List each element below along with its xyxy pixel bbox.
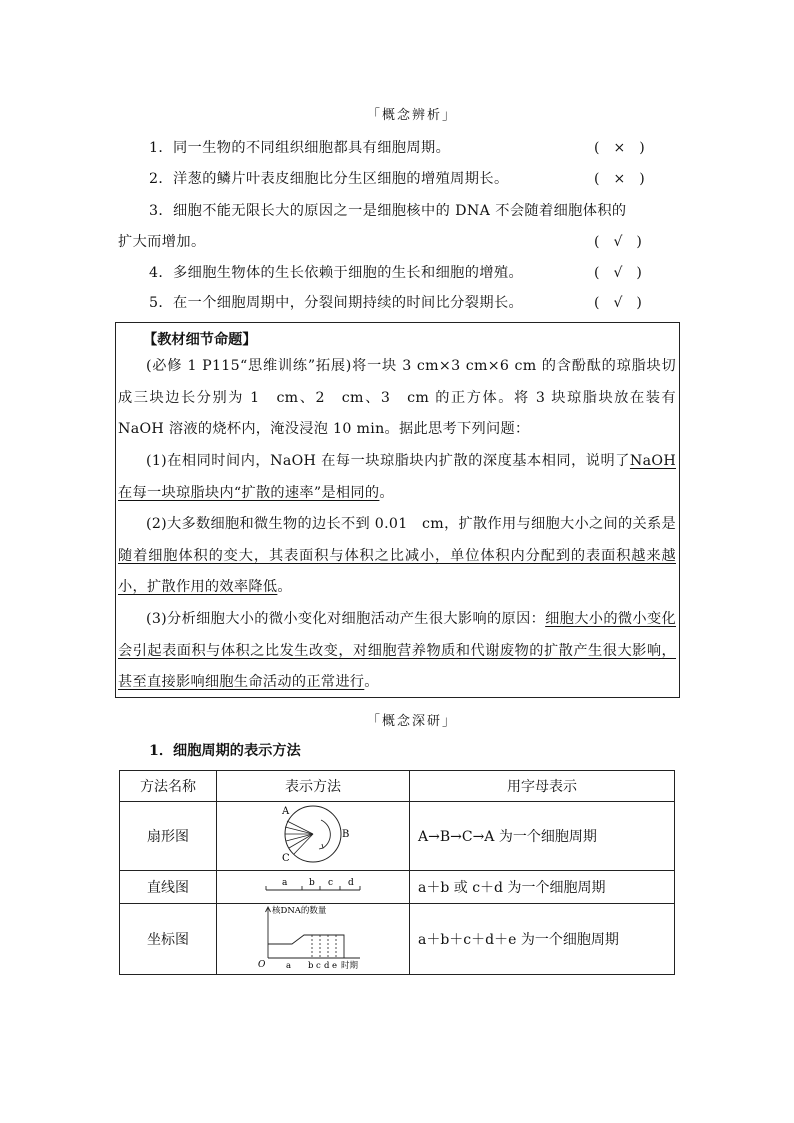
table-row: [120, 904, 675, 975]
table-row: [120, 871, 675, 904]
row-line-letters: a＋b 或 c＋d 为一个细胞周期: [410, 871, 675, 904]
section-subtitle: 1．细胞周期的表示方法: [149, 743, 301, 759]
header-letters: 用字母表示: [410, 771, 675, 802]
coordinate-diagram: [248, 904, 378, 970]
q1-end: 。: [379, 484, 394, 501]
line-label-d: d: [348, 878, 354, 888]
line-diagram-cell: [217, 871, 410, 904]
q2-answer: 随着细胞体积的变大，其表面积与体积之比减小，单位体积内分配到的表面积越来越小，扩散作用的效率降低: [118, 547, 676, 596]
q1-answer: NaOH 在每一块琼脂块内“扩散的速率”是相同的: [118, 453, 676, 501]
answer-1: ( × ): [594, 140, 645, 156]
answer-3: ( √ ): [594, 234, 642, 250]
coord-origin-label: O: [258, 960, 266, 970]
statement-2: 2．洋葱的鳞片叶表皮细胞比分生区细胞的增殖周期长。: [149, 171, 509, 187]
q3-answer: 细胞大小的微小变化会引起表面积与体积之比发生改变，对细胞营养物质和代谢废物的扩散产生很大影响，甚至直接影响细胞生命活动的正常进行: [118, 611, 676, 691]
fan-label-b: B: [342, 829, 350, 840]
box-intro: (必修 1 P115“思维训练”拓展)将一块 3 cm×3 cm×6 cm 的含酚酞的琼脂块切成三块边长分别为 1 cm、2 cm、3 cm 的正方体。将 3 块琼脂块放在装有 NaOH 溶液的烧杯内，淹没浸泡 10 min。据此思考下列问题：: [118, 358, 676, 438]
coord-diagram-cell: [217, 904, 410, 975]
header-representation: 表示方法: [217, 771, 410, 802]
row-coord-letters: a＋b＋c＋d＋e 为一个细胞周期: [410, 904, 675, 975]
answer-4: ( √ ): [594, 265, 642, 281]
statement-4: 4．多细胞生物体的生长依赖于细胞的生长和细胞的增殖。: [149, 265, 524, 281]
coord-x-a: a: [286, 961, 292, 970]
line-label-a: a: [282, 878, 288, 888]
q3-stem: (3)分析细胞大小的微小变化对细胞活动产生很大影响的原因：: [146, 611, 546, 627]
q1-stem: (1)在相同时间内，NaOH 在每一块琼脂块内扩散的深度基本相同，说明了: [146, 453, 630, 469]
row-line-name: 直线图: [120, 871, 217, 904]
fan-label-c: C: [282, 853, 290, 864]
table-header-row: [120, 771, 675, 802]
statement-1: 1．同一生物的不同组织细胞都具有细胞周期。: [149, 140, 451, 156]
header-method-name: 方法名称: [120, 771, 217, 802]
coord-x-axis-label: 时期: [341, 961, 359, 970]
coord-x-d: d: [324, 961, 330, 970]
answer-2: ( × ): [594, 171, 645, 187]
cell-cycle-methods-table: [119, 770, 675, 975]
line-diagram: [248, 872, 378, 898]
row-coord-name: 坐标图: [120, 904, 217, 975]
box-question-2: [118, 509, 676, 604]
coord-y-label: 核DNA的数量: [272, 906, 327, 916]
row-fan-letters: A→B→C→A 为一个细胞周期: [410, 802, 675, 871]
row-fan-name: 扇形图: [120, 802, 217, 871]
box-question-1: [118, 446, 676, 509]
box-heading: 【教材细节命题】: [143, 332, 257, 348]
table-row: [120, 802, 675, 871]
box-question-3: [118, 604, 676, 699]
statement-3: 3．细胞不能无限长大的原因之一是细胞核中的 DNA 不会随着细胞体积的: [149, 203, 627, 219]
coord-x-b: b: [308, 961, 314, 970]
q2-stem: (2)大多数细胞和微生物的边长不到 0.01 cm，扩散作用与细胞大小之间的关系是: [146, 516, 676, 532]
fan-label-a: A: [282, 806, 290, 817]
q3-end: 。: [364, 674, 379, 691]
section-title-concept-research: 「概念深研」: [367, 714, 458, 729]
fan-diagram: [253, 802, 373, 866]
coord-x-e: e: [332, 961, 338, 970]
statement-5: 5．在一个细胞周期中，分裂间期持续的时间比分裂期长。: [149, 295, 524, 311]
coord-x-c: c: [316, 961, 321, 970]
answer-5: ( √ ): [594, 295, 642, 311]
section-title-concept-analysis: 「概念辨析」: [367, 108, 458, 123]
q2-end: 。: [277, 579, 292, 596]
line-label-c: c: [328, 878, 334, 888]
statement-3-continued: 扩大而增加。: [118, 234, 206, 250]
line-label-b: b: [309, 878, 315, 888]
fan-diagram-cell: [217, 802, 410, 871]
